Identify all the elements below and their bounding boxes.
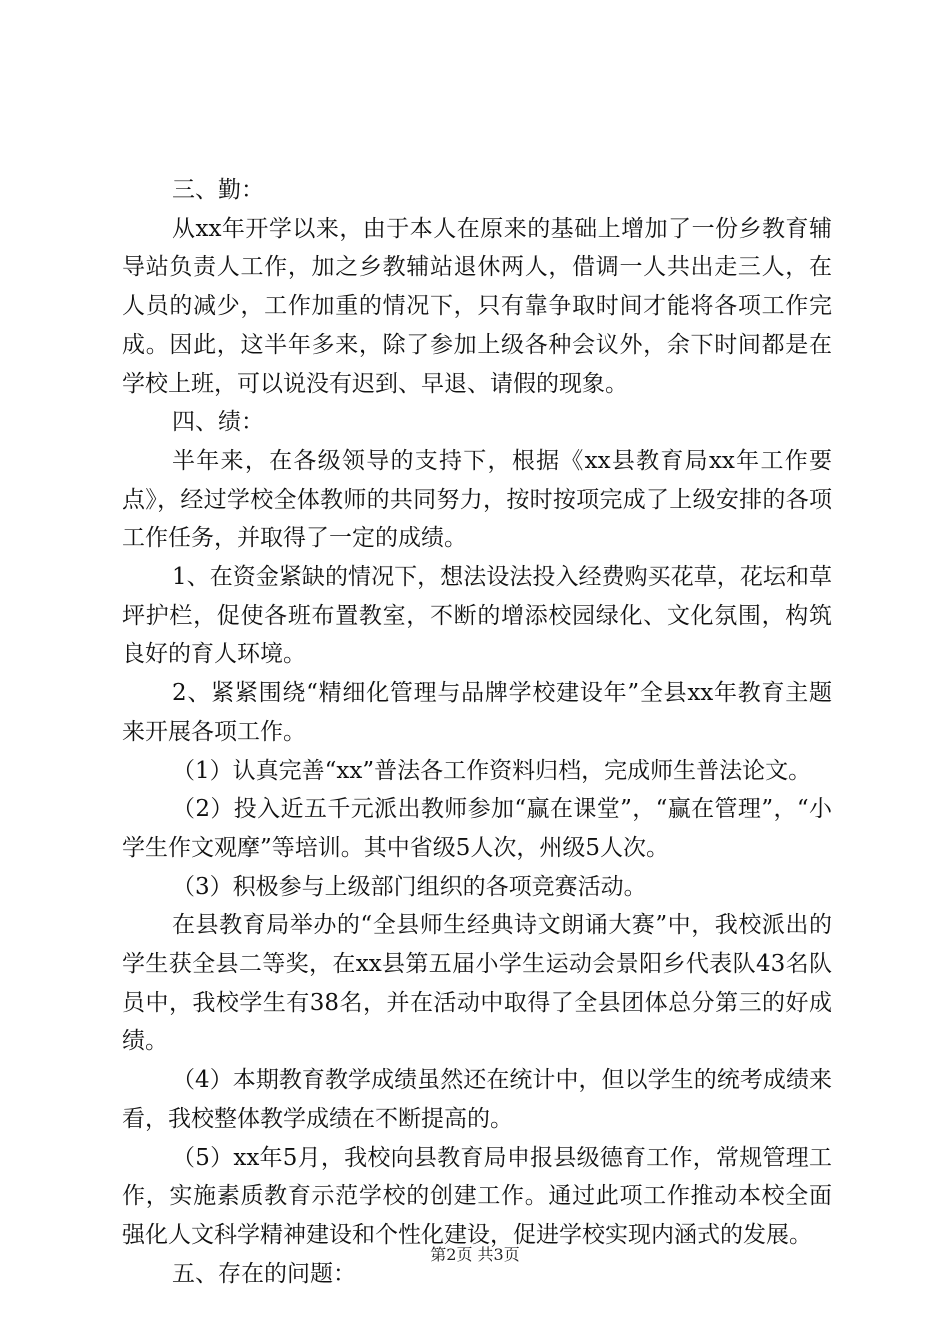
section-heading-problems: 五、存在的问题： — [172, 1260, 356, 1287]
paragraph: 在县教育局举办的“全县师生经典诗文朗诵大赛”中，我校派出的学生获全县二等奖，在xx县第五届小学生运动会景阳乡代表队43名队员中，我校学生有38名，并在活动中取得了全县团体总分第三的好成绩。 — [122, 912, 832, 1055]
paragraph: 2、紧紧围绕“精细化管理与品牌学校建设年”全县xx年教育主题来开展各项工作。 — [122, 680, 832, 745]
paragraph: 半年来，在各级领导的支持下，根据《xx县教育局xx年工作要点》，经过学校全体教师的共同努力，按时按项完成了上级安排的各项工作任务，并取得了一定的成绩。 — [122, 447, 832, 552]
section-heading-diligence: 三、勤： — [172, 177, 264, 203]
paragraph: 1、在资金紧缺的情况下，想法设法投入经费购买花草，花坛和草坪护栏，促使各班布置教室，不断的增添校园绿化、文化氛围，构筑良好的育人环境。 — [122, 564, 832, 668]
page-number-footer: 第2页 共3页 — [430, 1245, 520, 1264]
document-body — [122, 171, 832, 1293]
paragraph: （5）xx年5月，我校向县教育局申报县级德育工作，常规管理工作，实施素质教育示范学校的创建工作。通过此项工作推动本校全面强化人文科学精神建设和个性化建设，促进学校实现内涵式的发展。 — [122, 1144, 832, 1248]
paragraph: （4）本期教育教学成绩虽然还在统计中，但以学生的统考成绩来看，我校整体教学成绩在不断提高的。 — [122, 1067, 832, 1132]
section-heading-achievements: 四、绩： — [172, 409, 264, 436]
paragraph: 从xx年开学以来，由于本人在原来的基础上增加了一份乡教育辅导站负责人工作，加之乡教辅站退休两人，借调一人共出走三人，在人员的减少，工作加重的情况下，只有靠争取时间才能将各项工作完成。因此，这半年多来，除了参加上级各种会议外，余下时间都是在学校上班，可以说没有迟到、早退、请假的现象。 — [122, 215, 832, 397]
paragraph: （2）投入近五千元派出教师参加“赢在课堂”，“赢在管理”，“小学生作文观摩”等培训。其中省级5人次，州级5人次。 — [122, 796, 832, 861]
paragraph: （3）积极参与上级部门组织的各项竞赛活动。 — [172, 873, 647, 900]
paragraph: （1）认真完善“xx”普法各工作资料归档，完成师生普法论文。 — [172, 757, 812, 784]
